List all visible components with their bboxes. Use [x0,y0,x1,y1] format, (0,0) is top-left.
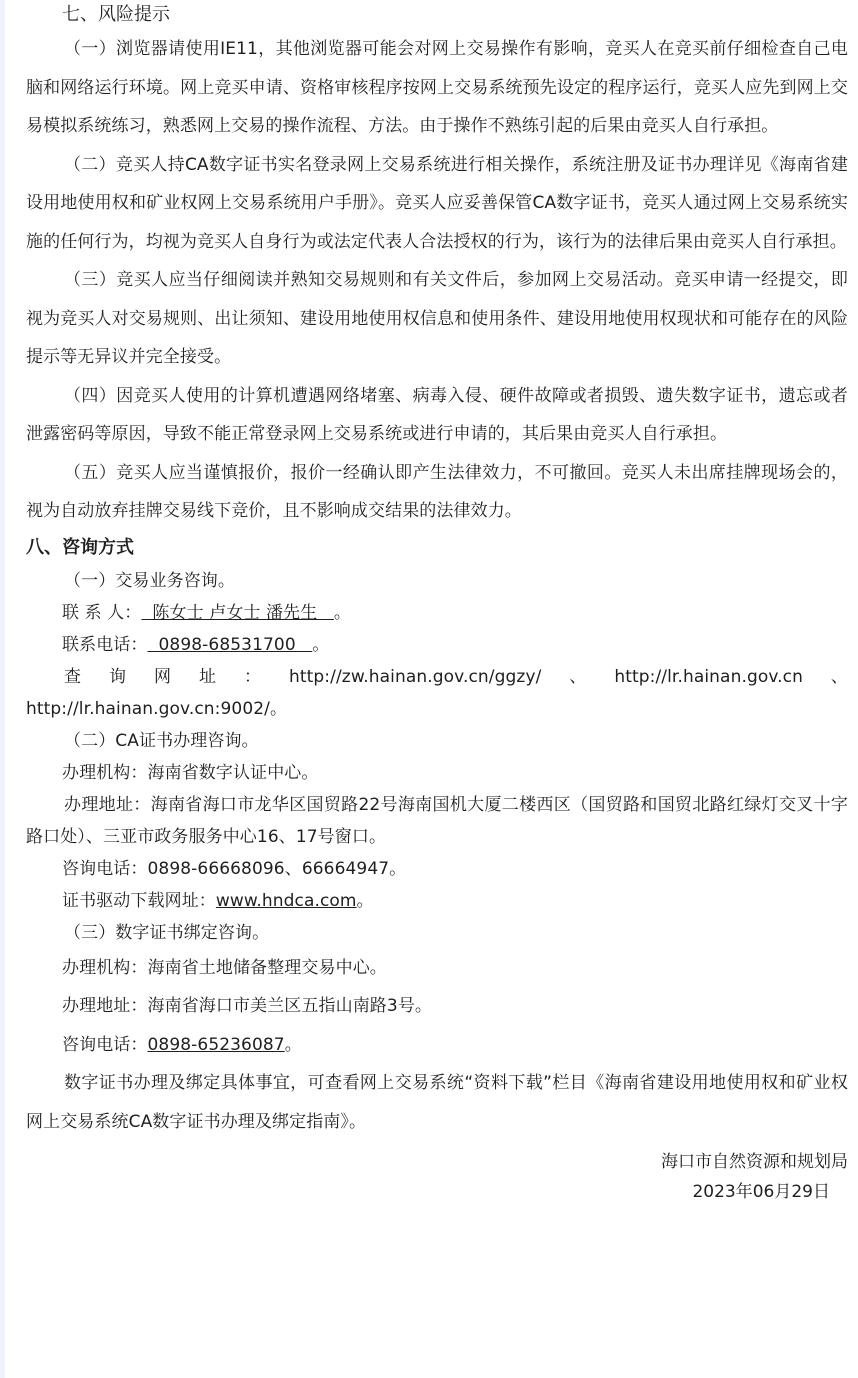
section8-title: 八、咨询方式 [26,536,134,558]
ca-phone-value: 0898-66668096、66664947。 [147,858,407,879]
ca-address-value: 海南省海口市龙华区国贸路22号海南国机大厦二楼西区（国贸路和国贸北路红绿灯交叉十字路口处）、三亚市政务服务中心16、17号窗口。 [26,794,849,847]
bind-org-label: 办理机构： [62,957,148,978]
contact-person-value: 陈女士 卢女士 潘先生 [141,602,334,623]
bind-address-label: 办理地址： [62,996,148,1016]
left-margin-bar [0,0,5,1378]
bind-address-line [26,987,848,1026]
driver-download-link[interactable]: www.hndca.com [215,890,357,911]
contact-phone-label: 联系电话： [62,634,148,655]
bind-org-value: 海南省土地储备整理交易中心。 [147,957,387,978]
contact-person-line [26,597,848,629]
bind-phone-value: 0898-65236087 [147,1034,285,1055]
signature-date: 2023年06月29日 [692,1182,830,1202]
query-site-line [26,661,848,725]
query-site-value[interactable]: http://zw.hainan.gov.cn/ggzy/、http://lr.hainan.gov.cn、http://lr.hainan.gov.cn:9002/。 [26,666,849,719]
ca-org-value: 海南省数字认证中心。 [147,762,319,783]
driver-download-label: 证书驱动下载网址： [62,890,216,911]
section7-title: 七、风险提示 [62,4,170,25]
bind-phone-label: 咨询电话： [62,1034,148,1055]
ca-address-line [26,789,848,853]
bind-phone-line [26,1026,848,1065]
contact-phone-line [26,629,848,661]
ca-address-label: 办理地址： [64,794,151,815]
bind-phone-end: 。 [284,1034,302,1055]
consult-sub2-title: （二）CA证书办理咨询。 [64,730,259,751]
driver-download-end: 。 [356,890,374,911]
risk-paragraph-5: （五）竞买人应当谨慎报价，报价一经确认即产生法律效力，不可撤回。竞买人未出席挂牌现场会的，视为自动放弃挂牌交易线下竞价，且不影响成交结果的法律效力。 [26,462,848,521]
query-site-label: 查询网址： [64,666,290,687]
contact-phone-end: 。 [312,634,330,655]
risk-paragraph-1: （一）浏览器请使用IE11，其他浏览器可能会对网上交易操作有影响，竞买人在竞买前仔细检查自己电脑和网络运行环境。网上竞买申请、资格审核程序按网上交易系统预先设定的程序运行，竞买人应先到网上交易模拟系统练习，熟悉网上交易的操作流程、方法。由于操作不熟练引起的后果由竞买人自行承担。 [26,39,848,136]
ca-org-line [26,757,848,789]
ca-org-label: 办理机构： [62,762,148,783]
closing-paragraph: 数字证书办理及绑定具体事宜，可查看网上交易系统“资料下载”栏目《海南省建设用地使用权和矿业权网上交易系统CA数字证书办理及绑定指南》。 [26,1073,848,1132]
risk-paragraph-3: （三）竞买人应当仔细阅读并熟知交易规则和有关文件后，参加网上交易活动。竞买申请一经提交，即视为竞买人对交易规则、出让须知、建设用地使用权信息和使用条件、建设用地使用权现状和可能存在的风险提示等无异议并完全接受。 [26,270,848,367]
bind-org-line [26,949,848,988]
consult-sub1-title: （一）交易业务咨询。 [64,570,235,591]
ca-phone-label: 咨询电话： [62,858,148,879]
bind-address-value: 海南省海口市美兰区五指山南路3号。 [147,996,433,1016]
consult-sub3-title: （三）数字证书绑定咨询。 [64,922,270,943]
notice-content [26,0,848,1207]
signature-org: 海口市自然资源和规划局 [661,1152,848,1172]
contact-phone-value: 0898-68531700 [147,634,313,655]
risk-paragraph-4: （四）因竞买人使用的计算机遭遇网络堵塞、病毒入侵、硬件故障或者损毁、遗失数字证书，遗忘或者泄露密码等原因，导致不能正常登录网上交易系统或进行申请的，其后果由竞买人自行承担。 [26,385,848,444]
risk-paragraph-2: （二）竞买人持CA数字证书实名登录网上交易系统进行相关操作，系统注册及证书办理详见《海南省建设用地使用权和矿业权网上交易系统用户手册》。竞买人应妥善保管CA数字证书，竞买人通过网上交易系统实施的任何行为，均视为竞买人自身行为或法定代表人合法授权的行为，该行为的法律后果由竞买人自行承担。 [26,154,848,252]
contact-person-label: 联 系 人： [62,602,142,623]
ca-phone-line [26,853,848,885]
driver-download-line [26,885,848,917]
contact-person-end: 。 [333,602,351,623]
